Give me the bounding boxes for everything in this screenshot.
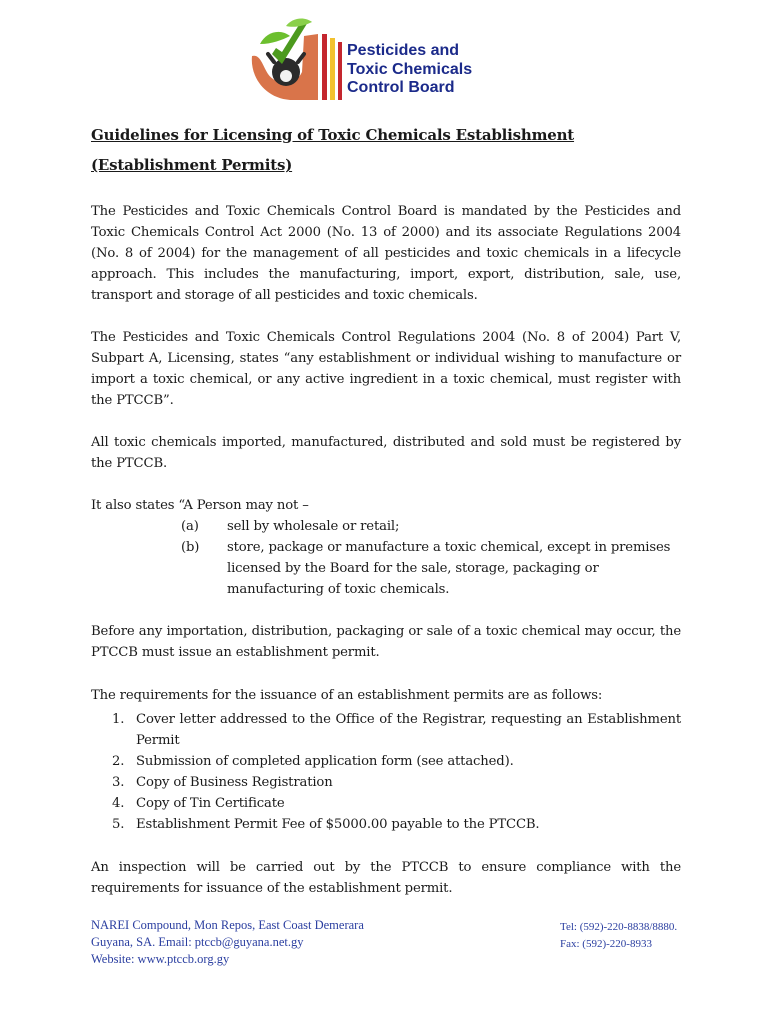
- regulations-paragraph: The Pesticides and Toxic Chemicals Control Regulations 2004 (No. 8 of 2004) Part V, Subpart A, Licensing, states “any establishment or individual wishing to manufacture or import a toxic chemical, or any active ingredient in a toxic chemical, must register with the PTCCB”.: [91, 330, 681, 408]
- list-text: store, package or manufacture a toxic chemical, except in premises licensed by the Board for the sale, storage, packaging or manufacturing of toxic chemicals.: [227, 540, 671, 597]
- list-item: [91, 751, 681, 772]
- logo-line-2: Toxic Chemicals: [347, 60, 473, 78]
- logo-line-3: Control Board: [347, 79, 455, 96]
- list-number: 5.: [112, 817, 125, 832]
- list-item: [91, 793, 681, 814]
- list-number: 3.: [112, 775, 125, 790]
- registered-paragraph: All toxic chemicals imported, manufactured, distributed and sold must be registered by the PTCCB.: [91, 435, 681, 471]
- also-states-paragraph: It also states “A Person may not –: [91, 498, 309, 513]
- footer-address-line-1: NAREI Compound, Mon Repos, East Coast Demerara: [91, 918, 364, 932]
- requirements-list: [91, 709, 681, 835]
- list-item: [91, 537, 681, 600]
- document-title: [91, 120, 681, 150]
- inspection-paragraph: An inspection will be carried out by the PTCCB to ensure compliance with the requirements for issuance of the establishment permit.: [91, 860, 681, 896]
- title-line-1: Guidelines for Licensing of Toxic Chemicals Establishment: [91, 126, 575, 144]
- list-text: Submission of completed application form (see attached).: [136, 754, 514, 769]
- logo-line-1: Pesticides and: [347, 42, 460, 59]
- list-number: 2.: [112, 754, 125, 769]
- list-marker: (a): [181, 519, 199, 534]
- before-paragraph: Before any importation, distribution, packaging or sale of a toxic chemical may occur, the PTCCB must issue an establishment permit.: [91, 624, 681, 660]
- list-text: sell by wholesale or retail;: [227, 519, 400, 534]
- footer-fax: Fax: (592)-220-8933: [560, 938, 652, 950]
- list-marker: (b): [181, 540, 200, 555]
- list-text: Establishment Permit Fee of $5000.00 payable to the PTCCB.: [136, 817, 540, 832]
- list-text: Copy of Tin Certificate: [136, 796, 285, 811]
- footer-website[interactable]: Website: www.ptccb.org.gy: [91, 952, 230, 966]
- footer-contact: [560, 919, 677, 953]
- intro-paragraph: The Pesticides and Toxic Chemicals Control Board is mandated by the Pesticides and Toxic Chemicals Control Act 2000 (No. 13 of 2000) and its associate Regulations 2004 (No. 8 of 2004) for the management of all pesticides and toxic chemicals in a lifecycle approach. This includes the manufacturing, import, export, distribution, sale, use, transport and storage of all pesticides and toxic chemicals.: [91, 204, 681, 303]
- list-item: [91, 814, 681, 835]
- title-line-2: (Establishment Permits): [91, 156, 293, 174]
- list-item: [91, 709, 681, 751]
- footer-address-line-2[interactable]: Guyana, SA. Email: ptccb@guyana.net.gy: [91, 935, 304, 949]
- footer-address: [91, 917, 364, 968]
- list-text: Copy of Business Registration: [136, 775, 333, 790]
- list-number: 4.: [112, 796, 125, 811]
- logo-text: [347, 42, 472, 98]
- requirements-intro: The requirements for the issuance of an establishment permits are as follows:: [91, 688, 603, 703]
- list-item: [91, 516, 681, 537]
- prohibition-list: [91, 516, 681, 600]
- list-text: Cover letter addressed to the Office of the Registrar, requesting an Establishment Permit: [136, 712, 681, 748]
- footer-tel: Tel: (592)-220-8838/8880.: [560, 921, 678, 933]
- list-item: [91, 772, 681, 793]
- document-body: [91, 120, 681, 899]
- list-number: 1.: [112, 712, 125, 727]
- document-subtitle: [91, 150, 681, 180]
